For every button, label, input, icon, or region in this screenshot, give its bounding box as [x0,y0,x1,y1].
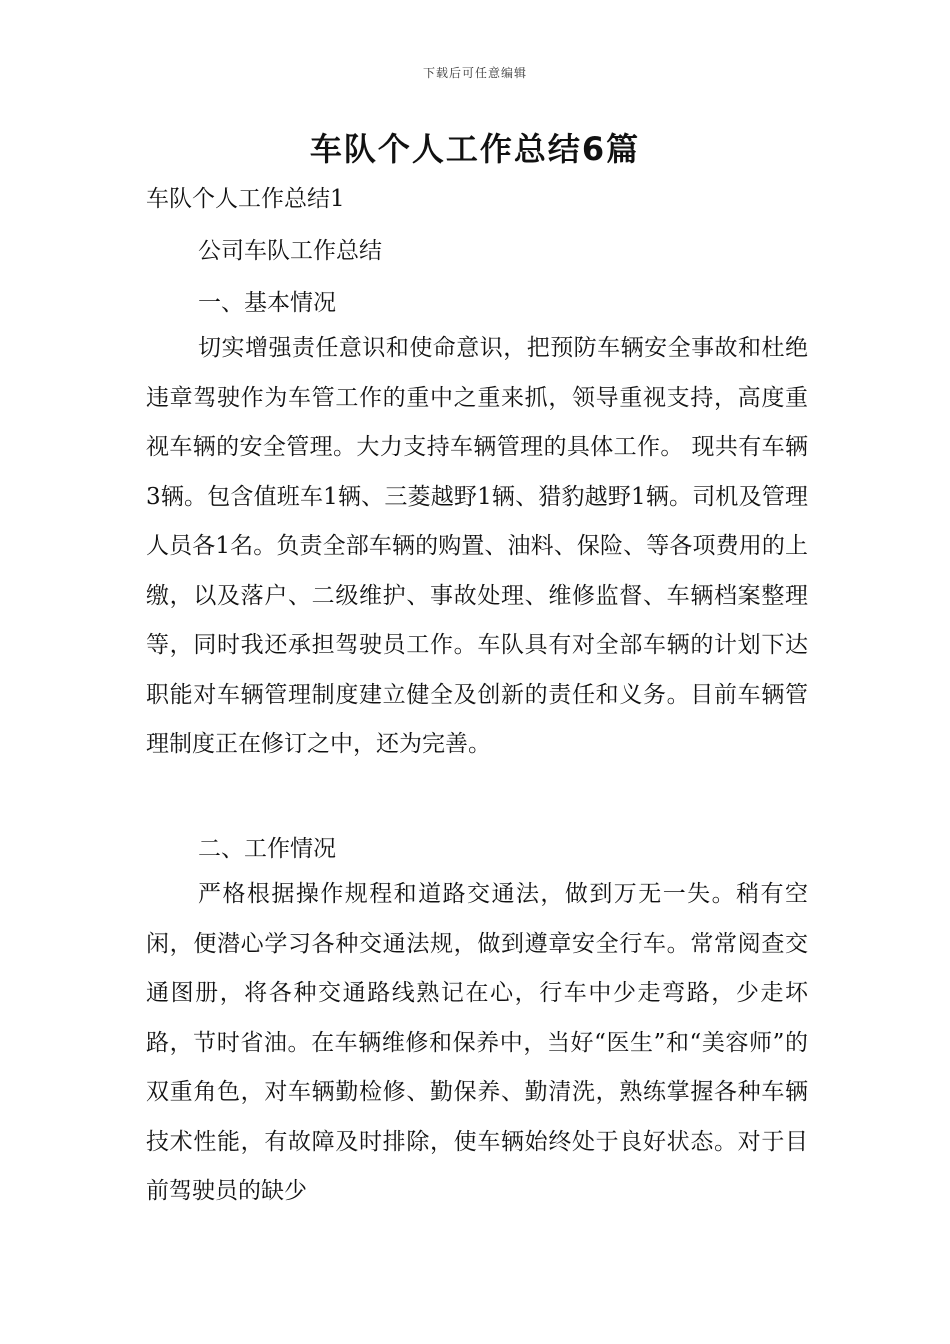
section-heading-work: 二、工作情况 [198,836,336,862]
document-subtitle: 车队个人工作总结1 [146,186,345,212]
paragraph-basic-situation: 切实增强责任意识和使命意识，把预防车辆安全事故和杜绝违章驾驶作为车管工作的重中之重来抓，领导重视支持，高度重视车辆的安全管理。大力支持车辆管理的具体工作。 现共有车辆3辆。包含值班车1辆、三菱越野1辆、猎豹越野1辆。司机及管理人员各1名。负责全部车辆的购置、油料、保险、等各项费用的上缴，以及落户、二级维护、事故处理、维修监督、车辆档案整理等，同时我还承担驾驶员工作。车队具有对全部车辆的计划下达职能对车辆管理制度建立健全及创新的责任和义务。目前车辆管理制度正在修订之中，还为完善。 [146,335,808,757]
header-note: 下载后可任意编辑 [422,66,527,80]
section-heading-basic: 一、基本情况 [198,290,336,316]
section-heading-company: 公司车队工作总结 [198,238,382,264]
document-title: 车队个人工作总结6篇 [309,130,641,168]
paragraph-work-situation: 严格根据操作规程和道路交通法，做到万无一失。稍有空闲，便潜心学习各种交通法规，做到遵章安全行车。常常阅查交通图册，将各种交通路线熟记在心，行车中少走弯路，少走坏路，节时省油。在车辆维修和保养中，当好“医生”和“美容师”的双重角色，对车辆勤检修、勤保养、勤清洗，熟练掌握各种车辆技术性能，有故障及时排除，使车辆始终处于良好状态。对于目前驾驶员的缺少 [146,881,808,1204]
